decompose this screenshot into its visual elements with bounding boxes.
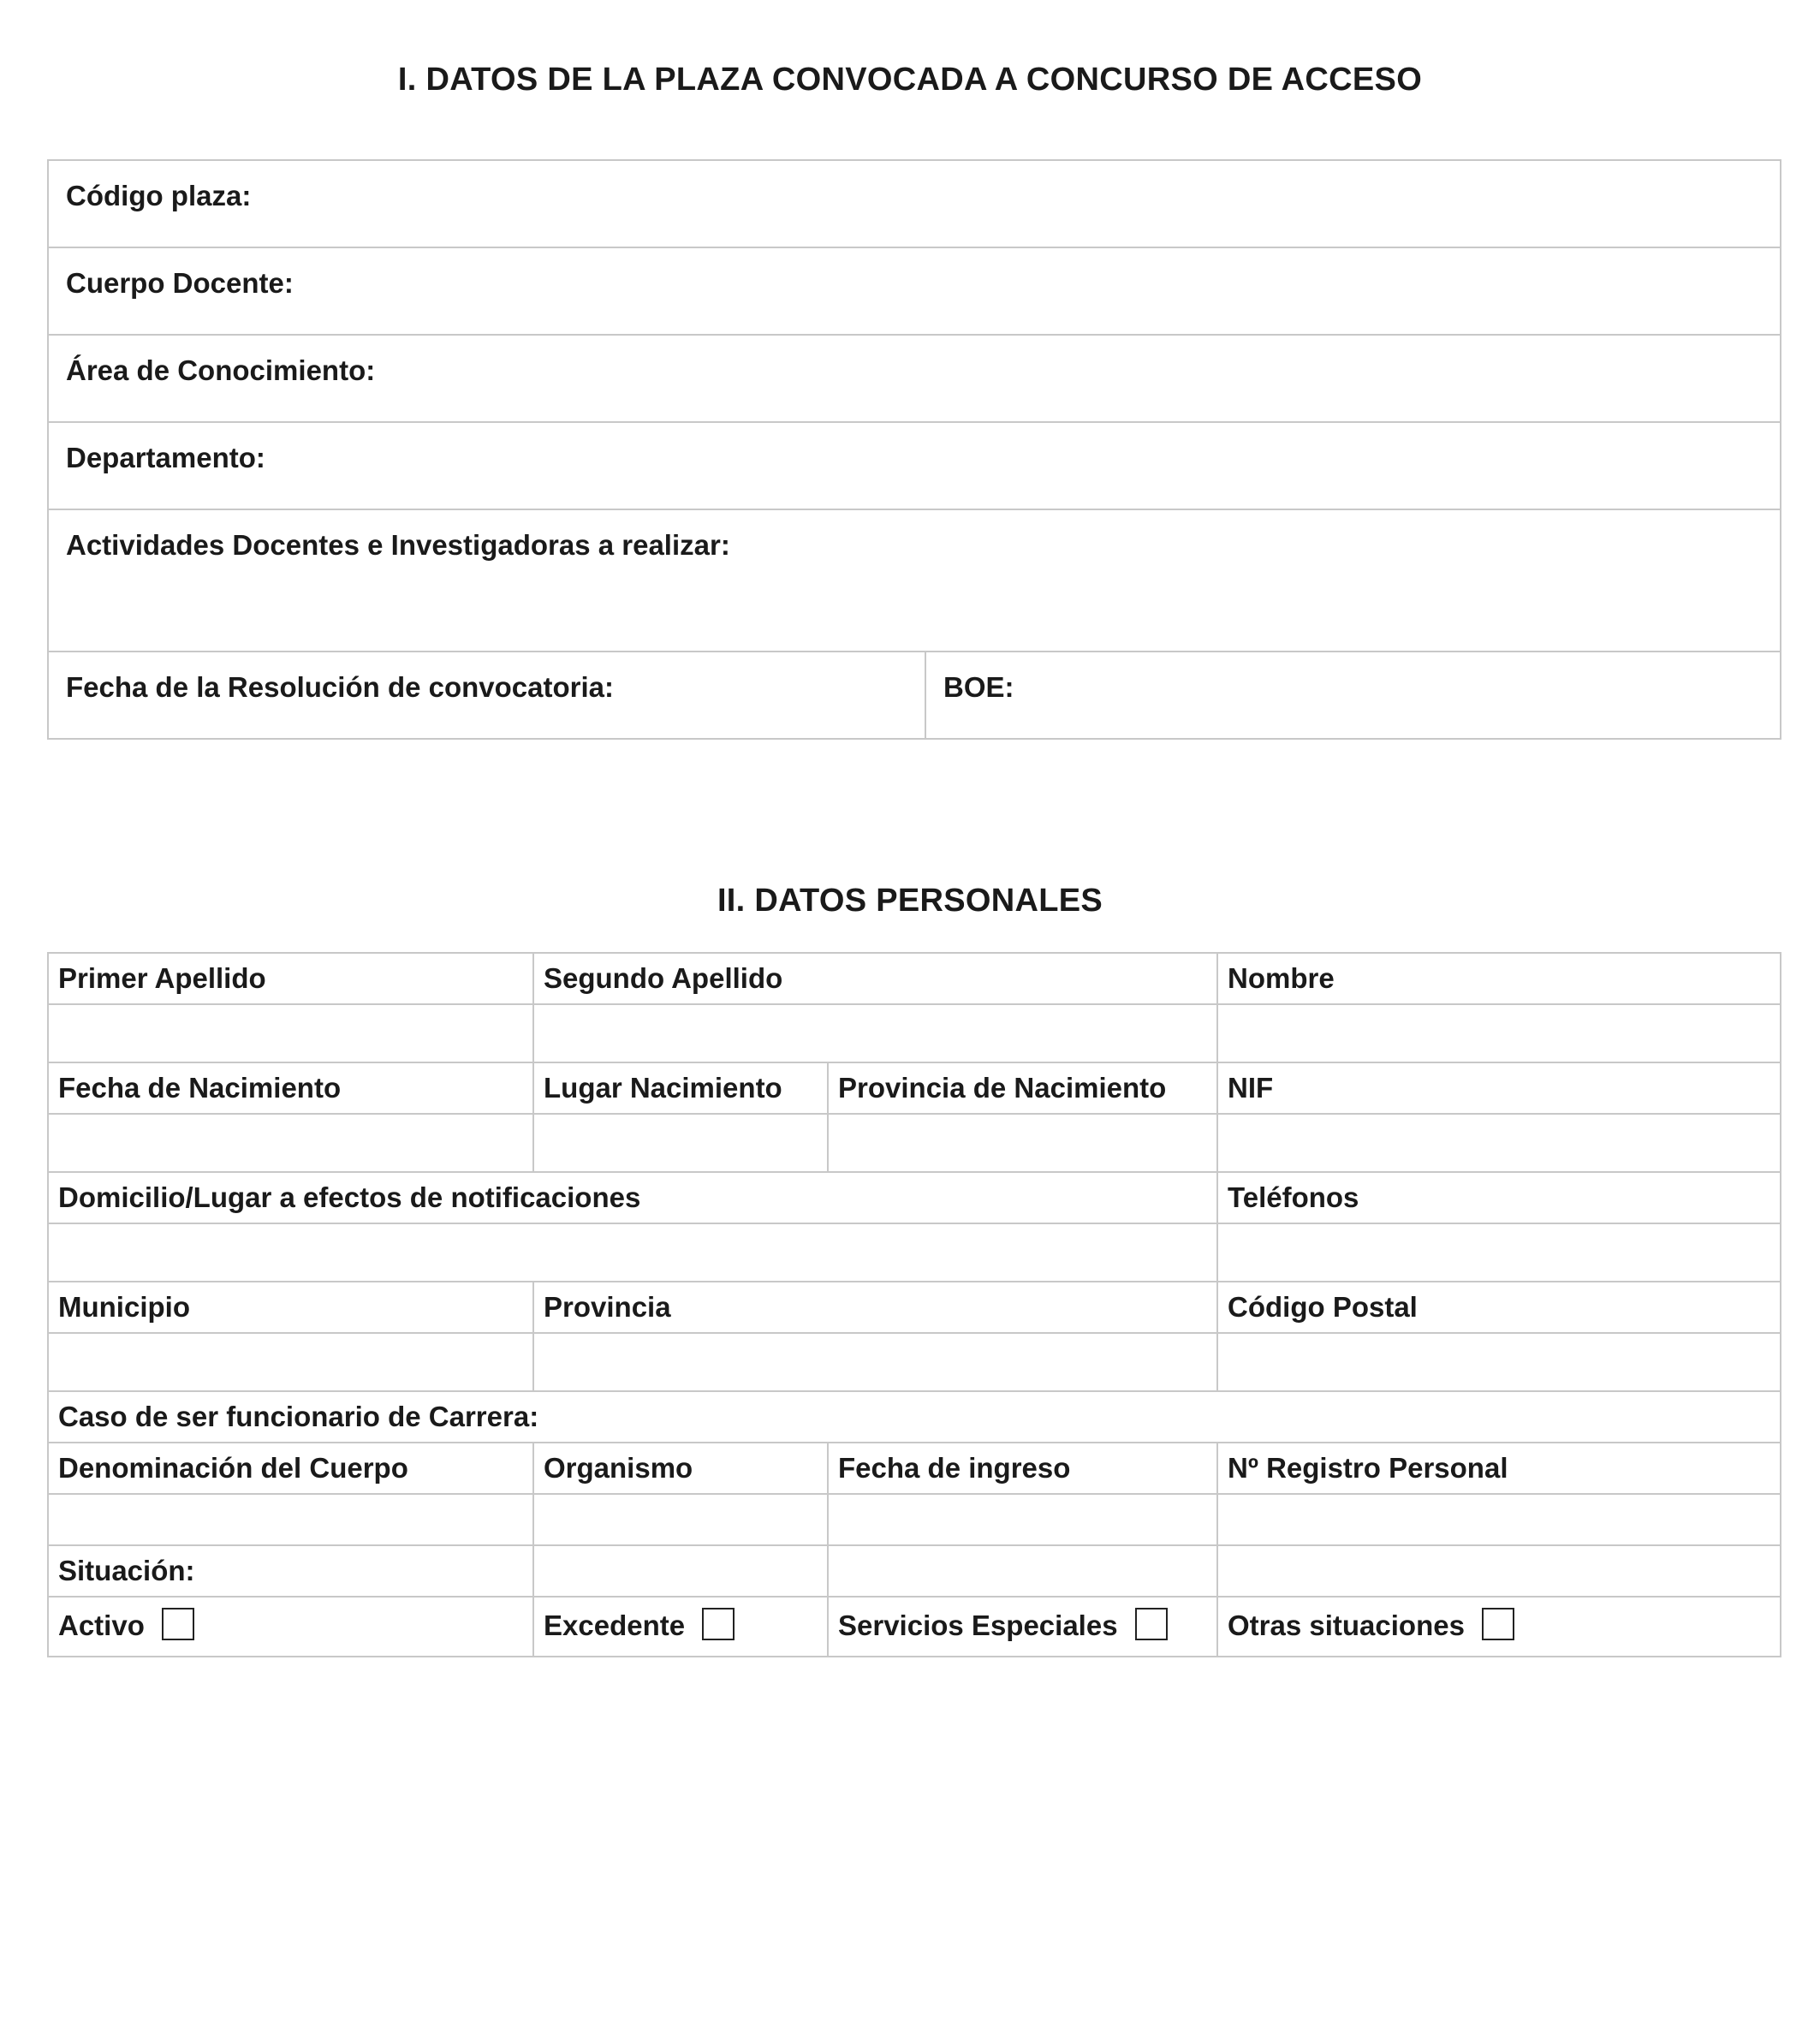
activo-checkbox[interactable]: [162, 1608, 194, 1640]
domicilio-label: Domicilio/Lugar a efectos de notificaciones: [48, 1172, 1217, 1223]
nombre-input[interactable]: [1217, 1004, 1781, 1062]
organismo-input[interactable]: [533, 1494, 828, 1545]
municipio-input[interactable]: [48, 1333, 533, 1391]
activo-label: Activo: [58, 1609, 145, 1641]
provincia-input[interactable]: [533, 1333, 1217, 1391]
fecha-ingreso-input[interactable]: [828, 1494, 1217, 1545]
excedente-checkbox[interactable]: [702, 1608, 735, 1640]
primer-apellido-label: Primer Apellido: [48, 953, 533, 1004]
servicios-especiales-option: [828, 1597, 1217, 1657]
registro-personal-input[interactable]: [1217, 1494, 1781, 1545]
provincia-label: Provincia: [533, 1282, 1217, 1333]
lugar-nacimiento-label: Lugar Nacimiento: [533, 1062, 828, 1114]
personal-data-table: [47, 952, 1781, 1657]
departamento-label: Departamento:: [66, 442, 265, 473]
denominacion-cuerpo-input[interactable]: [48, 1494, 533, 1545]
fecha-nacimiento-label: Fecha de Nacimiento: [48, 1062, 533, 1114]
servicios-especiales-label: Servicios Especiales: [838, 1609, 1118, 1641]
domicilio-input[interactable]: [48, 1223, 1217, 1282]
actividades-label: Actividades Docentes e Investigadoras a realizar:: [66, 529, 730, 561]
codigo-plaza-field[interactable]: [48, 160, 1781, 247]
nombre-label: Nombre: [1217, 953, 1781, 1004]
otras-situaciones-checkbox[interactable]: [1482, 1608, 1514, 1640]
situacion-cell-3[interactable]: [828, 1545, 1217, 1597]
telefonos-input[interactable]: [1217, 1223, 1781, 1282]
situacion-cell-4[interactable]: [1217, 1545, 1781, 1597]
organismo-label: Organismo: [533, 1443, 828, 1494]
segundo-apellido-label: Segundo Apellido: [533, 953, 1217, 1004]
municipio-label: Municipio: [48, 1282, 533, 1333]
fecha-ingreso-label: Fecha de ingreso: [828, 1443, 1217, 1494]
activo-option: [48, 1597, 533, 1657]
codigo-postal-input[interactable]: [1217, 1333, 1781, 1391]
departamento-field[interactable]: [48, 422, 1781, 509]
plaza-data-table: [47, 159, 1781, 740]
lugar-nacimiento-input[interactable]: [533, 1114, 828, 1172]
codigo-plaza-label: Código plaza:: [66, 180, 252, 211]
nif-label: NIF: [1217, 1062, 1781, 1114]
otras-situaciones-label: Otras situaciones: [1228, 1609, 1465, 1641]
situacion-label: Situación:: [48, 1545, 533, 1597]
nif-input[interactable]: [1217, 1114, 1781, 1172]
provincia-nacimiento-label: Provincia de Nacimiento: [828, 1062, 1217, 1114]
fecha-resolucion-label: Fecha de la Resolución de convocatoria:: [66, 671, 615, 703]
area-conocimiento-label: Área de Conocimiento:: [66, 354, 376, 386]
actividades-field[interactable]: [48, 509, 1781, 652]
boe-field[interactable]: [925, 652, 1781, 739]
otras-situaciones-option: [1217, 1597, 1781, 1657]
fecha-resolucion-field[interactable]: [48, 652, 925, 739]
codigo-postal-label: Código Postal: [1217, 1282, 1781, 1333]
cuerpo-docente-field[interactable]: [48, 247, 1781, 335]
section-2-title: II. DATOS PERSONALES: [717, 883, 1103, 919]
primer-apellido-input[interactable]: [48, 1004, 533, 1062]
registro-personal-label: Nº Registro Personal: [1217, 1443, 1781, 1494]
servicios-especiales-checkbox[interactable]: [1135, 1608, 1168, 1640]
section-1-title: I. DATOS DE LA PLAZA CONVOCADA A CONCURSO DE ACCESO: [397, 62, 1423, 98]
excedente-label: Excedente: [544, 1609, 686, 1641]
situacion-cell-2[interactable]: [533, 1545, 828, 1597]
excedente-option: [533, 1597, 828, 1657]
provincia-nacimiento-input[interactable]: [828, 1114, 1217, 1172]
boe-label: BOE:: [943, 671, 1014, 703]
area-conocimiento-field[interactable]: [48, 335, 1781, 422]
denominacion-cuerpo-label: Denominación del Cuerpo: [48, 1443, 533, 1494]
funcionario-label: Caso de ser funcionario de Carrera:: [48, 1391, 1781, 1443]
segundo-apellido-input[interactable]: [533, 1004, 1217, 1062]
fecha-nacimiento-input[interactable]: [48, 1114, 533, 1172]
telefonos-label: Teléfonos: [1217, 1172, 1781, 1223]
cuerpo-docente-label: Cuerpo Docente:: [66, 267, 294, 299]
